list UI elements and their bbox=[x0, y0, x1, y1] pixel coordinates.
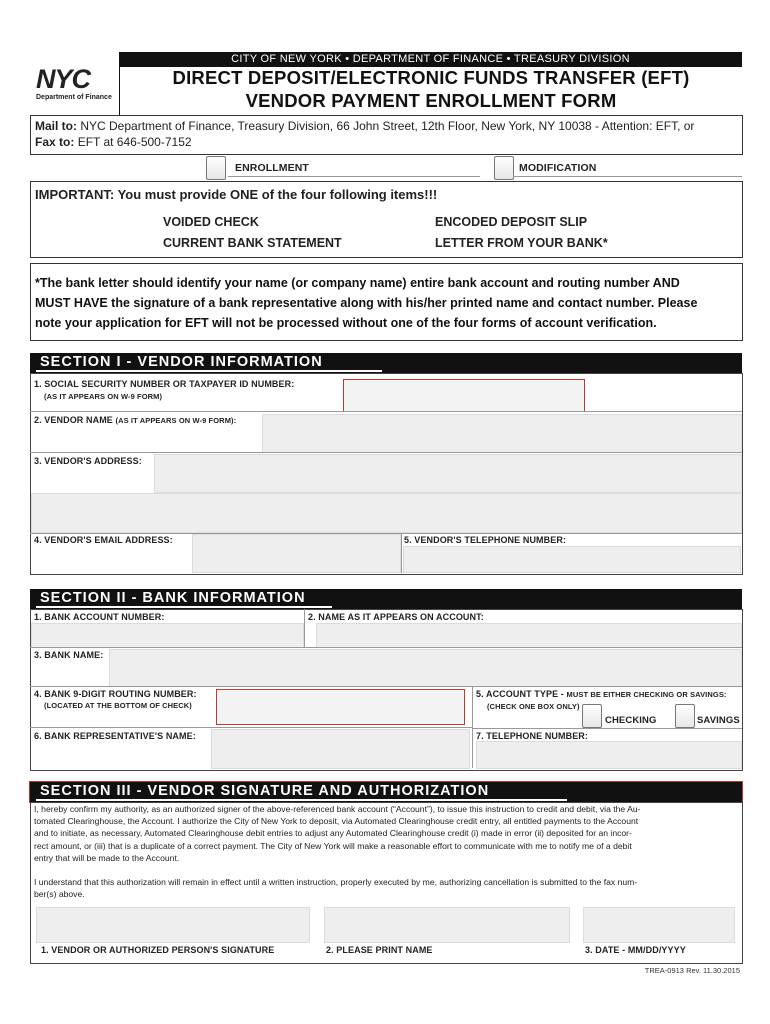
checking-label: CHECKING bbox=[605, 715, 657, 726]
vendor-email-input[interactable] bbox=[192, 534, 401, 573]
fax-label: Fax to: bbox=[35, 134, 75, 149]
routing-number-input[interactable] bbox=[216, 689, 465, 725]
cancellation-line: ber(s) above. bbox=[34, 889, 85, 900]
section3-title-underline bbox=[36, 799, 567, 801]
vendor-address-input-line1[interactable] bbox=[154, 454, 742, 493]
section3-header bbox=[30, 782, 742, 802]
cancellation-line: I understand that this authorization will remain in effect until a written instruction, properly executed by me, authorizing cancellation is submitted to the fax num- bbox=[34, 877, 638, 887]
section2-vertical-divider-1 bbox=[304, 609, 305, 647]
account-type-note: MUST BE EITHER CHECKING OR SAVINGS: bbox=[566, 690, 727, 699]
modification-checkbox[interactable] bbox=[494, 156, 514, 180]
section2-divider-1 bbox=[30, 647, 742, 648]
item-letter-from-bank: LETTER FROM YOUR BANK* bbox=[435, 236, 608, 250]
bank-name-label: 3. BANK NAME: bbox=[34, 650, 104, 660]
vendor-address-label: 3. VENDOR'S ADDRESS: bbox=[34, 456, 142, 466]
bank-letter-note-line3: note your application for EFT will not be processed without one of the four forms of account verification. bbox=[35, 316, 657, 330]
bank-name-input[interactable] bbox=[109, 649, 742, 687]
authorization-line: rect amount, or (iii) that is a duplicate of a correct payment. The City of New York will make a reasonable effort to communicate with me to notify me of a debit bbox=[34, 840, 632, 851]
form-title-line2: VENDOR PAYMENT ENROLLMENT FORM bbox=[245, 90, 617, 111]
mail-address: NYC Department of Finance, Treasury Division, 66 John Street, 12th Floor, New York, NY 10038 - Attention: EFT, or bbox=[80, 119, 695, 133]
vendor-address-input-line2[interactable] bbox=[31, 493, 742, 533]
bank-account-number-input[interactable] bbox=[31, 623, 304, 648]
print-name-label: 2. PLEASE PRINT NAME bbox=[326, 945, 433, 955]
item-voided-check: VOIDED CHECK bbox=[163, 215, 259, 229]
authorization-paragraph bbox=[34, 803, 739, 864]
vendor-name-input[interactable] bbox=[262, 414, 742, 453]
ssn-sublabel: (AS IT APPEARS ON W-9 FORM) bbox=[44, 392, 163, 401]
account-type-label bbox=[476, 689, 727, 699]
section1-divider-2 bbox=[30, 452, 742, 453]
enrollment-underline bbox=[228, 176, 480, 177]
vendor-email-label: 4. VENDOR'S EMAIL ADDRESS: bbox=[34, 535, 173, 545]
item-current-bank-statement: CURRENT BANK STATEMENT bbox=[163, 236, 342, 250]
bank-letter-note-line1: *The bank letter should identify your name (or company name) entire bank account and routing number AND bbox=[35, 276, 680, 290]
vendor-name-sublabel: (AS IT APPEARS ON W-9 FORM): bbox=[115, 416, 237, 425]
cancellation-paragraph bbox=[34, 876, 739, 900]
modification-label: MODIFICATION bbox=[519, 162, 597, 174]
signature-label: 1. VENDOR OR AUTHORIZED PERSON'S SIGNATURE bbox=[41, 945, 275, 955]
bank-rep-name-label: 6. BANK REPRESENTATIVE'S NAME: bbox=[34, 731, 196, 741]
account-name-input[interactable] bbox=[316, 623, 742, 648]
enrollment-label: ENROLLMENT bbox=[235, 162, 309, 174]
section2-header bbox=[30, 589, 742, 609]
routing-number-label: 4. BANK 9-DIGIT ROUTING NUMBER: bbox=[34, 689, 197, 699]
fax-number: EFT at 646-500-7152 bbox=[77, 134, 192, 149]
bank-phone-label: 7. TELEPHONE NUMBER: bbox=[476, 731, 589, 741]
section2-divider-4 bbox=[472, 728, 742, 729]
section1-title: SECTION I - VENDOR INFORMATION bbox=[40, 354, 323, 370]
enrollment-checkbox[interactable] bbox=[206, 156, 226, 180]
important-box bbox=[30, 181, 743, 258]
print-name-input[interactable] bbox=[324, 907, 570, 943]
savings-checkbox[interactable] bbox=[675, 704, 695, 728]
checking-checkbox[interactable] bbox=[582, 704, 602, 728]
section2-divider-3 bbox=[30, 727, 473, 728]
mail-fax-box bbox=[30, 115, 743, 155]
section1-header bbox=[30, 353, 742, 373]
account-name-label: 2. NAME AS IT APPEARS ON ACCOUNT: bbox=[308, 612, 484, 622]
vendor-name-label-text: 2. VENDOR NAME bbox=[34, 415, 113, 425]
section2-divider-2 bbox=[30, 686, 742, 687]
authorization-line: and to initiate, as necessary, Automated Clearinghouse debit entries to adjust any Automated Clearinghouse credit (i) made in error (ii) deposited for an incor- bbox=[34, 828, 632, 839]
important-heading: IMPORTANT: You must provide ONE of the four following items!!! bbox=[35, 187, 438, 202]
section1-title-underline bbox=[36, 370, 382, 372]
bank-phone-input[interactable] bbox=[476, 741, 742, 769]
vendor-phone-input[interactable] bbox=[403, 546, 741, 573]
account-type-label-text: 5. ACCOUNT TYPE - bbox=[476, 689, 564, 699]
agency-bar-text: CITY OF NEW YORK • DEPARTMENT OF FINANCE • TREASURY DIVISION bbox=[231, 53, 630, 65]
bank-account-number-label: 1. BANK ACCOUNT NUMBER: bbox=[34, 612, 165, 622]
authorization-line: I, hereby confirm my authority, as an authorized signer of the above-referenced bank account (“Account”), to issue this instruction to credit and debit, via the Au- bbox=[34, 804, 641, 814]
authorization-line: entry that will be made to the Account. bbox=[34, 852, 180, 863]
nyc-logo-mark: NYC bbox=[36, 64, 91, 94]
section1-vertical-divider bbox=[401, 533, 402, 573]
savings-label: SAVINGS bbox=[697, 715, 740, 726]
account-type-sublabel: (CHECK ONE BOX ONLY) bbox=[487, 702, 580, 711]
bank-rep-name-input[interactable] bbox=[211, 729, 470, 769]
bank-letter-note-box bbox=[30, 263, 743, 341]
date-label: 3. DATE - MM/DD/YYYY bbox=[585, 945, 686, 955]
modification-underline bbox=[513, 176, 742, 177]
logo-subtext: Department of Finance bbox=[36, 94, 112, 101]
ssn-label: 1. SOCIAL SECURITY NUMBER OR TAXPAYER ID NUMBER: bbox=[34, 379, 295, 389]
date-input[interactable] bbox=[583, 907, 735, 943]
section3-title: SECTION III - VENDOR SIGNATURE AND AUTHORIZATION bbox=[40, 783, 490, 799]
mail-label: Mail to: bbox=[35, 119, 77, 133]
vendor-phone-label: 5. VENDOR'S TELEPHONE NUMBER: bbox=[404, 535, 567, 545]
form-id: TREA-0913 Rev. 11.30.2015 bbox=[644, 966, 740, 975]
signature-input[interactable] bbox=[36, 907, 310, 943]
section2-title: SECTION II - BANK INFORMATION bbox=[40, 590, 306, 606]
routing-number-sublabel: (LOCATED AT THE BOTTOM OF CHECK) bbox=[44, 701, 192, 710]
section1-divider-1 bbox=[30, 411, 742, 412]
logo bbox=[30, 62, 110, 106]
form-title-line1: DIRECT DEPOSIT/ELECTRONIC FUNDS TRANSFER (EFT) bbox=[172, 67, 690, 88]
bank-letter-note-line2: MUST HAVE the signature of a bank representative along with his/her printed name and contact number. Please bbox=[35, 296, 698, 310]
form-title bbox=[120, 66, 742, 112]
authorization-line: tomated Clearinghouse, the Account. I authorize the City of New York to deposit, via Automated Clearinghouse credit entry, all entitled payments to the Account bbox=[34, 816, 639, 827]
vendor-name-label bbox=[34, 415, 236, 425]
section2-title-underline bbox=[36, 606, 332, 608]
ssn-input[interactable] bbox=[343, 379, 585, 412]
item-encoded-deposit-slip: ENCODED DEPOSIT SLIP bbox=[435, 215, 588, 229]
agency-bar bbox=[119, 52, 742, 67]
